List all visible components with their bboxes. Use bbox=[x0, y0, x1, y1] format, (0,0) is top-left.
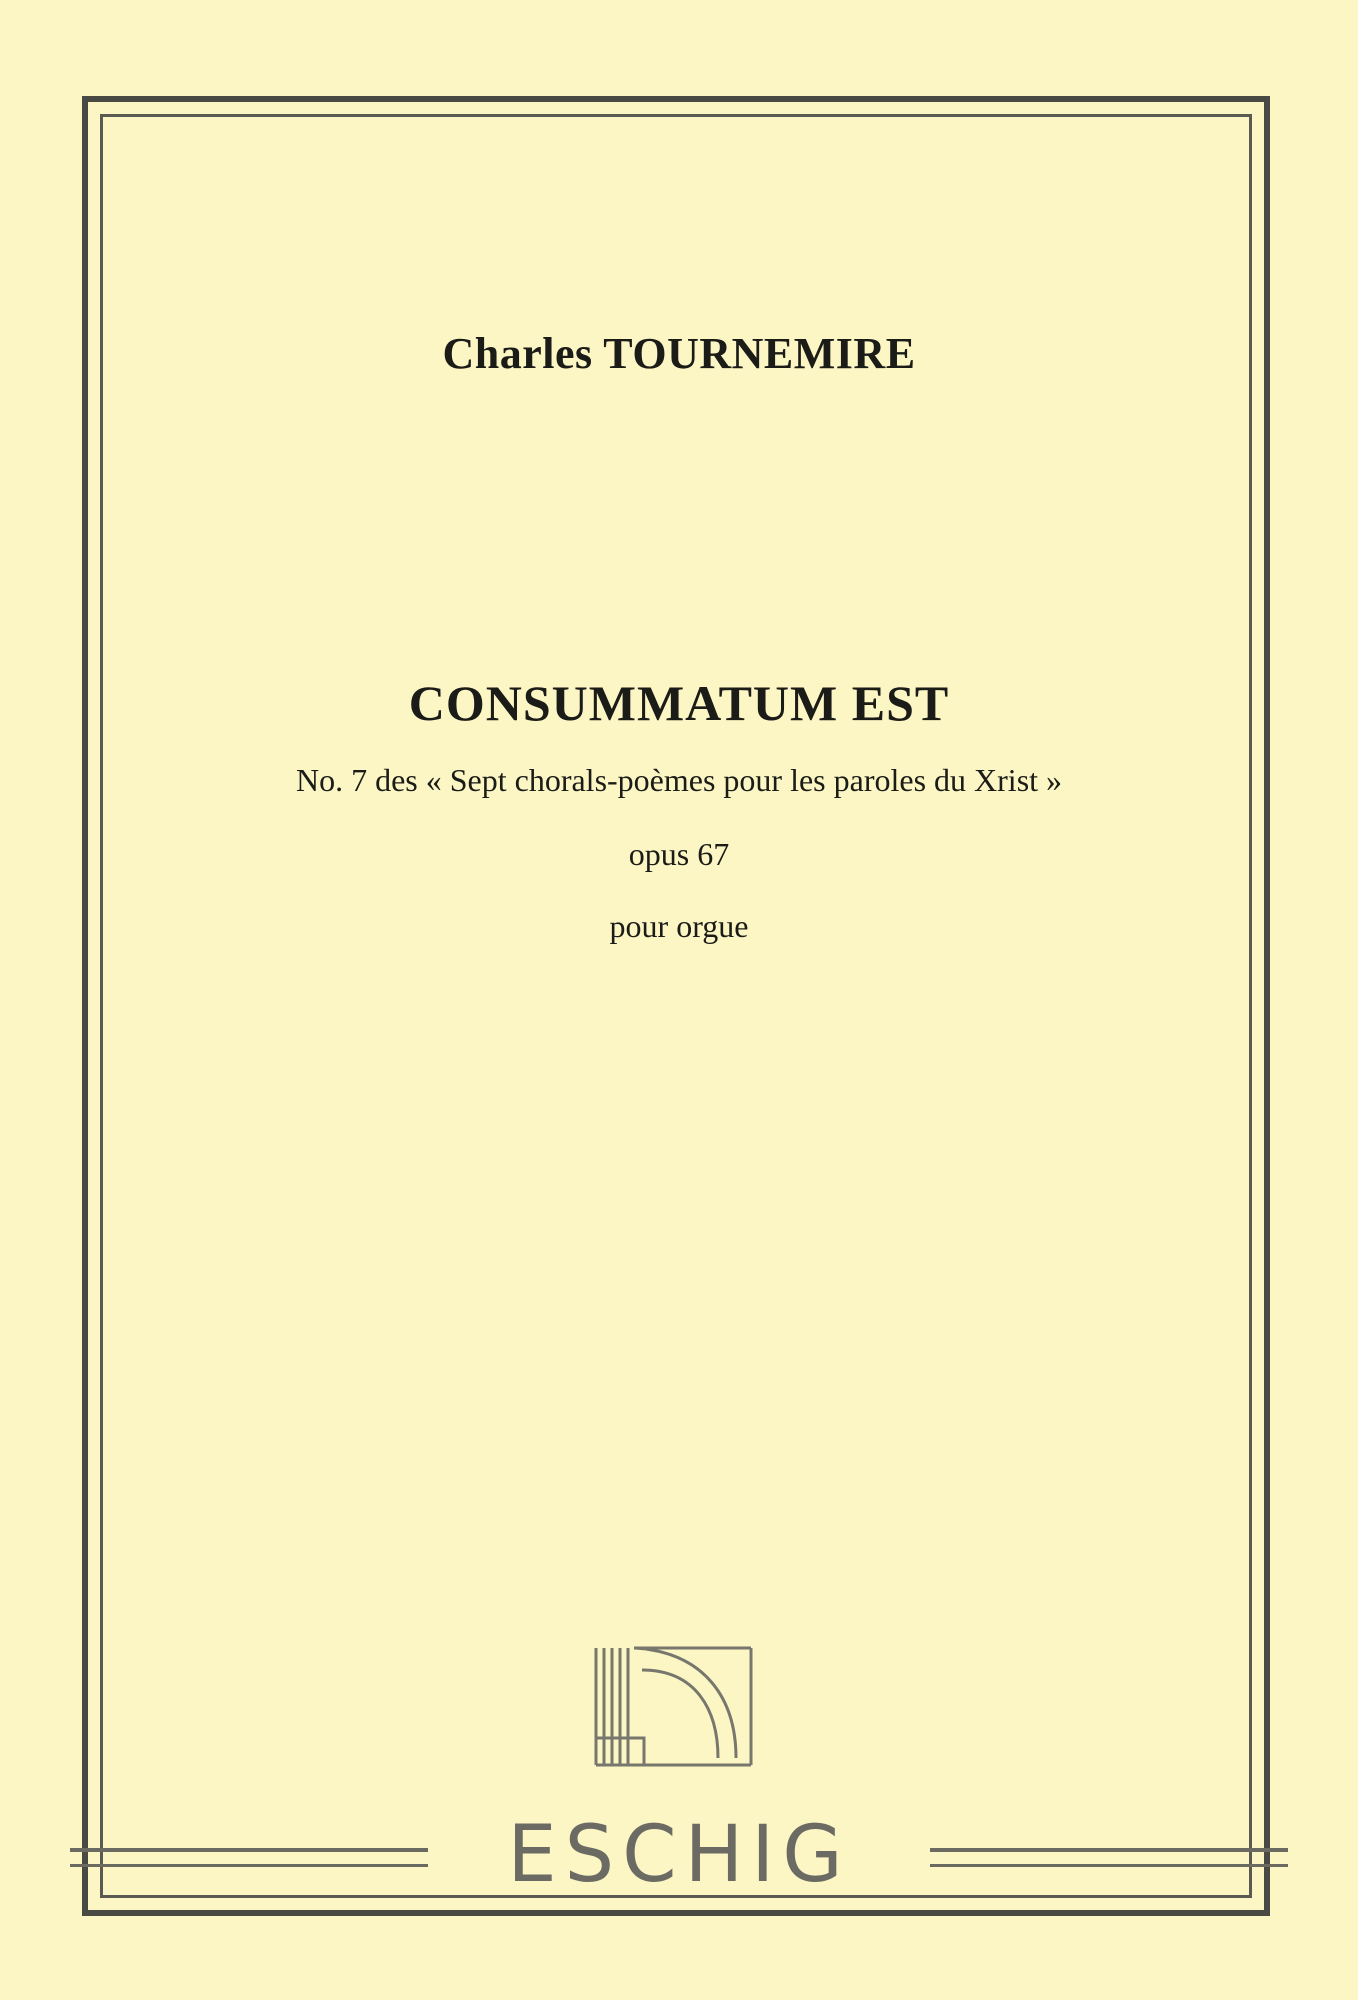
instrument: pour orgue bbox=[609, 908, 749, 944]
work-subtitle: No. 7 des « Sept chorals-poèmes pour les paroles du Xrist » bbox=[295, 762, 1063, 798]
composer-name: Charles TOURNEMIRE bbox=[442, 329, 916, 378]
harp-logo-icon bbox=[586, 1640, 766, 1780]
opus-number: opus 67 bbox=[628, 836, 730, 872]
work-title: CONSUMMATUM EST bbox=[408, 675, 950, 731]
inner-frame bbox=[100, 114, 1252, 1898]
publisher-row bbox=[0, 1810, 1358, 1910]
publisher-name: ESCHIG bbox=[507, 1810, 851, 1900]
